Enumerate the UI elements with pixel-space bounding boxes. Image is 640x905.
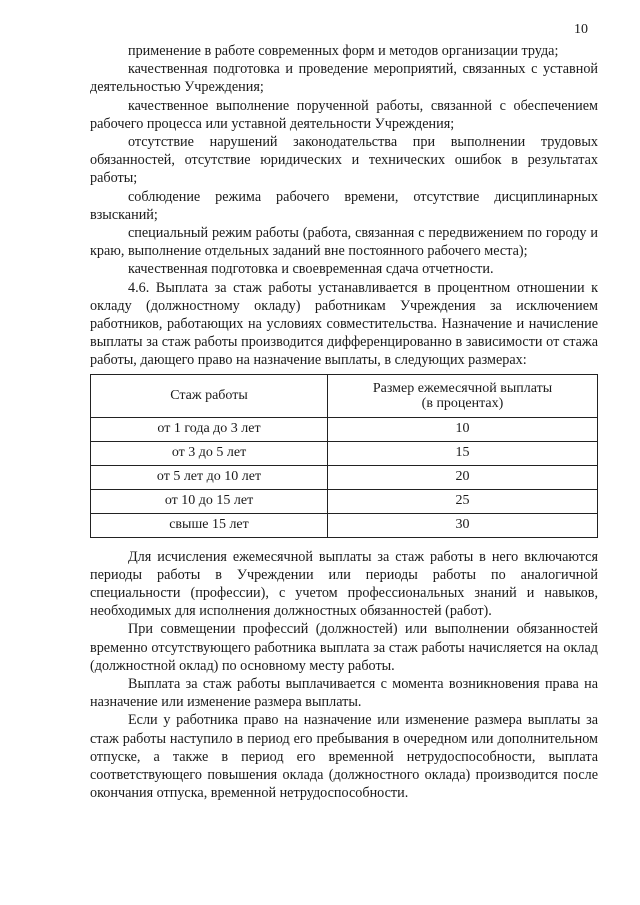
paragraph: Выплата за стаж работы выплачивается с момента возникновения права на назначение или изменение размера выплаты. [90, 676, 598, 711]
table-cell-period: от 3 до 5 лет [91, 441, 328, 465]
table-header-payment-line2: (в процентах) [421, 395, 504, 411]
paragraph: Если у работника право на назначение или изменение размера выплаты за стаж работы наступило в период его пребывания в очередном или дополнительном отпуске, а также в период его временной нетрудоспособности, выплата соответствующего повышения оклада (должностного оклада) производится после окончания отпуска, временной нетрудоспособности. [90, 712, 598, 802]
table-cell-percent: 30 [328, 513, 598, 537]
table-cell-period: от 10 до 15 лет [91, 489, 328, 513]
paragraph: Для исчисления ежемесячной выплаты за стаж работы в него включаются периоды работы в Учреждении или периоды работы по аналогичной специальности (профессии), с учетом профессиональных знаний и навыков, необходимых для исполнения должностных обязанностей (работ). [90, 548, 598, 620]
table-header-seniority: Стаж работы [91, 374, 328, 417]
table-row [91, 417, 598, 441]
table-row [91, 489, 598, 513]
section-4-6-paragraph: 4.6. Выплата за стаж работы устанавливается в процентном отношении к окладу (должностному окладу) работникам Учреждения за исключением работников, работающих на условиях совместительства. Назначение и начисление выплаты за стаж работы производится дифференцированно в зависимости от стажа работы, дающего право на назначение выплаты, в следующих размерах: [90, 279, 598, 369]
table-cell-period: от 5 лет до 10 лет [91, 465, 328, 489]
paragraph: качественное выполнение порученной работы, связанной с обеспечением рабочего процесса или уставной деятельности Учреждения; [90, 97, 598, 132]
table-row [91, 465, 598, 489]
table-header-row [91, 374, 598, 417]
table-header-payment-line1: Размер ежемесячной выплаты [372, 380, 553, 396]
document-body [90, 42, 598, 803]
table-cell-period: свыше 15 лет [91, 513, 328, 537]
paragraph: применение в работе современных форм и методов организации труда; [128, 43, 559, 59]
page-number: 10 [574, 22, 588, 37]
paragraph: соблюдение режима рабочего времени, отсутствие дисциплинарных взысканий; [90, 188, 598, 223]
table-cell-period: от 1 года до 3 лет [91, 417, 328, 441]
table-header-payment [328, 374, 598, 417]
table-row [91, 513, 598, 537]
table-cell-percent: 25 [328, 489, 598, 513]
table-cell-percent: 10 [328, 417, 598, 441]
table-row [91, 441, 598, 465]
paragraph: специальный режим работы (работа, связанная с передвижением по городу и краю, выполнение отдельных заданий вне постоянного рабочего места); [90, 225, 598, 260]
paragraph: При совмещении профессий (должностей) или выполнении обязанностей временно отсутствующего работника выплата за стаж работы начисляется на оклад (должностной оклад) по основному месту работы. [90, 621, 598, 674]
table-cell-percent: 20 [328, 465, 598, 489]
table-cell-percent: 15 [328, 441, 598, 465]
paragraph: качественная подготовка и проведение мероприятий, связанных с уставной деятельностью Учреждения; [90, 61, 598, 96]
seniority-table [90, 374, 598, 538]
paragraph: качественная подготовка и своевременная сдача отчетности. [128, 261, 494, 278]
paragraph: отсутствие нарушений законодательства при выполнении трудовых обязанностей, отсутствие юридических и технических ошибок в результатах работы; [90, 134, 598, 187]
